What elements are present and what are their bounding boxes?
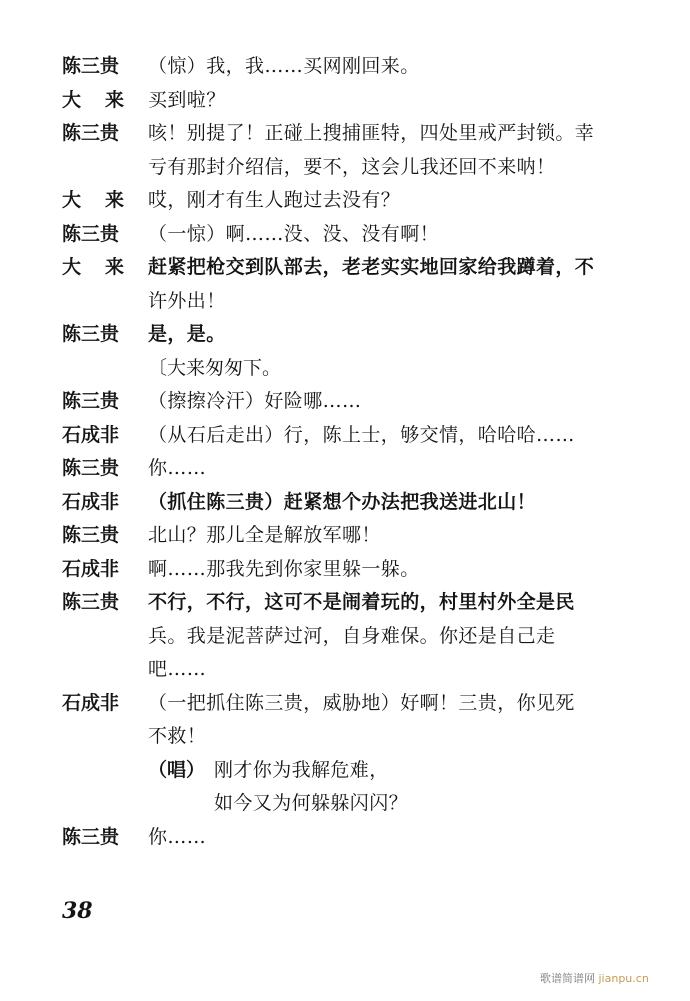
dialogue-line: 你……: [148, 457, 207, 479]
dialogue-line: （抓住陈三贵）赶紧想个办法把我送进北山！: [148, 490, 537, 513]
dialogue-line: 兵。我是泥菩萨过河，自身难保。你还是自己走: [148, 624, 556, 647]
dialogue-line: 啊……那我先到你家里躲一躲。: [148, 557, 420, 580]
speaker-name: [62, 84, 148, 118]
dialogue-entry: [62, 318, 622, 352]
dialogue-line: 赶紧把枪交到队部去，老老实实地回家给我蹲着，不: [148, 256, 595, 278]
dialogue-line: 你……: [148, 825, 207, 848]
dialogue-entry: [62, 821, 622, 855]
dialogue-entry: [62, 586, 622, 687]
dialogue-entry: [62, 385, 622, 419]
dialogue-entry: [62, 519, 622, 553]
speaker-name: 陈三贵: [62, 591, 120, 613]
dialogue-line: 咳！别提了！正碰上搜捕匪特，四处里戒严封锁。幸: [148, 122, 595, 144]
speaker-name: 陈三贵: [62, 323, 120, 345]
dialogue-line: 哎，刚才有生人跑过去没有？: [148, 189, 401, 211]
song-tag: （唱）: [148, 758, 206, 781]
watermark: [540, 970, 649, 986]
dialogue-line: （一惊）啊……没、没、没有啊！: [148, 222, 440, 245]
dialogue-entry: [62, 419, 622, 453]
dialogue-line: 不行，不行，这可不是闹着玩的，村里村外全是民: [148, 591, 575, 613]
dialogue-line: （惊）我，我……买网刚回来。: [148, 55, 420, 77]
dialogue-entry: [62, 687, 622, 754]
dialogue-line: （一把抓住陈三贵，威胁地）好啊！三贵，你见死: [148, 691, 575, 714]
song-verse: [214, 754, 408, 821]
speaker-name-text: 大来: [62, 189, 149, 211]
speaker-name: 陈三贵: [62, 222, 120, 245]
dialogue-entry: [62, 84, 622, 118]
dialogue-line: （擦擦冷汗）好险哪……: [148, 390, 362, 412]
dialogue-entry: [62, 486, 622, 520]
stage-direction: 〔大来匆匆下。: [148, 356, 282, 379]
dialogue-line: 亏有那封介绍信，要不，这会儿我还回不来呐！: [148, 155, 556, 178]
song-block: [148, 754, 622, 821]
speaker-name-text: 大来: [62, 256, 149, 278]
speaker-name: [62, 251, 148, 285]
speaker-name: 陈三贵: [62, 390, 120, 412]
watermark-url: jianpu.cn: [598, 972, 649, 985]
dialogue-entry: [62, 184, 622, 218]
page-number: 38: [62, 898, 93, 924]
speaker-name: 陈三贵: [62, 55, 120, 77]
speaker-name: [62, 184, 148, 218]
song-line: 如今又为何躲躲闪闪？: [214, 792, 409, 814]
watermark-text: 歌谱简谱网: [540, 972, 595, 985]
speaker-name: 陈三贵: [62, 825, 120, 848]
dialogue-entry: [62, 452, 622, 486]
song-line: 刚才你为我解危难，: [214, 758, 389, 781]
speaker-name: 陈三贵: [62, 457, 120, 479]
dialogue-entry: [62, 117, 622, 184]
dialogue-entry: [62, 553, 622, 587]
dialogue-line: 是，是。: [148, 323, 226, 345]
dialogue-line: 许外出！: [148, 289, 226, 312]
dialogue-line: 吧……: [148, 658, 207, 680]
speaker-name: 石成非: [62, 691, 120, 714]
dialogue-line: 北山？那儿全是解放军哪！: [148, 524, 381, 546]
speaker-name: 石成非: [62, 557, 120, 580]
dialogue-entry: [62, 50, 622, 84]
speaker-name: 陈三贵: [62, 524, 120, 546]
dialogue-line: （从石后走出）行，陈上士，够交情，哈哈哈……: [148, 423, 575, 446]
dialogue-entry: [62, 251, 622, 318]
dialogue-line: 不救！: [148, 725, 207, 747]
speaker-name: 石成非: [62, 423, 120, 446]
script-body: [62, 50, 622, 854]
dialogue-entry: [62, 218, 622, 252]
speaker-name-text: 大来: [62, 88, 149, 111]
speaker-name: 陈三贵: [62, 122, 120, 144]
speaker-name: 石成非: [62, 490, 120, 513]
dialogue-line: 买到啦？: [148, 88, 226, 111]
